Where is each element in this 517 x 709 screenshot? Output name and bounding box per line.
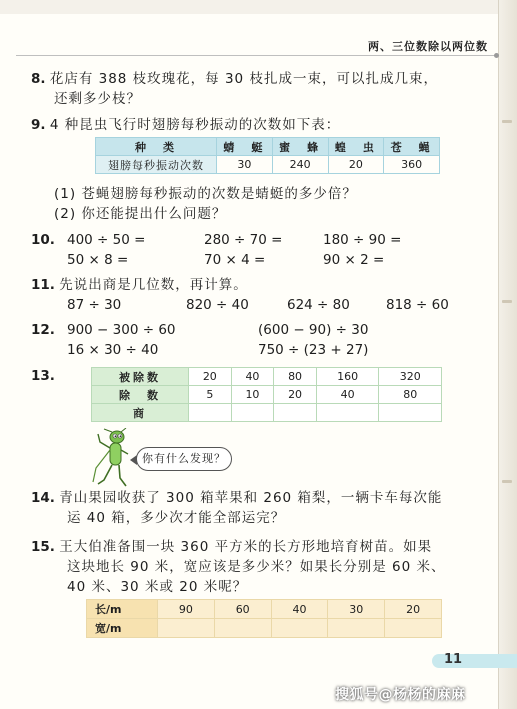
table-row bbox=[96, 156, 440, 174]
table-cell: 20 bbox=[274, 386, 317, 404]
q15-line2: 这块地长 90 米，宽应该是多少米？如果长分别是 60 米、 bbox=[67, 559, 446, 575]
answer-cell[interactable] bbox=[316, 404, 379, 422]
table-row-label: 翅膀每秒振动次数 bbox=[96, 156, 217, 174]
table-cell: 40 bbox=[271, 600, 328, 619]
q10-expr: 400 ÷ 50 = bbox=[67, 232, 146, 248]
table-cell: 20 bbox=[385, 600, 442, 619]
q8-line2: 还剩多少枝？ bbox=[54, 91, 141, 107]
q12-expr: 900 − 300 ÷ 60 bbox=[67, 322, 176, 338]
answer-cell[interactable] bbox=[189, 404, 232, 422]
q13-number: 13. bbox=[31, 368, 55, 384]
answer-cell[interactable] bbox=[379, 404, 442, 422]
rectangle-dimensions-table bbox=[86, 599, 442, 638]
header-dot bbox=[494, 53, 499, 58]
q11-text: 先说出商是几位数，再计算。 bbox=[59, 277, 248, 293]
q12-expr: (600 − 90) ÷ 30 bbox=[258, 322, 369, 338]
q9-sub1: (1) 苍蝇翅膀每秒振动的次数是蜻蜓的多少倍？ bbox=[54, 186, 357, 202]
q12-expr: 750 ÷ (23 + 27) bbox=[258, 342, 369, 358]
page-frame-top bbox=[0, 0, 517, 14]
table-row-label: 长/m bbox=[87, 600, 158, 619]
q10-expr: 50 × 8 = bbox=[67, 252, 129, 268]
page-frame-spine bbox=[498, 0, 517, 709]
answer-cell[interactable] bbox=[158, 619, 215, 638]
q15-line3: 40 米、30 米或 20 米呢？ bbox=[67, 579, 248, 595]
q14-line2: 运 40 箱，多少次才能全部运完？ bbox=[67, 510, 286, 526]
table-row-label: 被除数 bbox=[92, 368, 189, 386]
q8-number: 8. bbox=[31, 71, 46, 87]
q11 bbox=[31, 276, 248, 295]
q15 bbox=[31, 538, 432, 557]
table-header-cell: 种 类 bbox=[96, 138, 217, 156]
q10-expr: 180 ÷ 90 = bbox=[323, 232, 402, 248]
q12-expr: 16 × 30 ÷ 40 bbox=[67, 342, 159, 358]
table-header-cell: 蜻 蜓 bbox=[217, 138, 273, 156]
q14-line1: 青山果园收获了 300 箱苹果和 260 箱梨，一辆卡车每次能 bbox=[59, 490, 443, 506]
q15-line1: 王大伯准备围一块 360 平方米的长方形地培育树苗。如果 bbox=[59, 539, 433, 555]
division-table bbox=[91, 367, 442, 422]
table-row bbox=[96, 138, 440, 156]
q14-number: 14. bbox=[31, 490, 55, 506]
insect-wingbeat-table bbox=[95, 137, 440, 174]
table-cell: 80 bbox=[274, 368, 317, 386]
q10-expr: 70 × 4 = bbox=[204, 252, 266, 268]
q11-number: 11. bbox=[31, 277, 55, 293]
table-cell: 20 bbox=[328, 156, 384, 174]
page-number: 11 bbox=[444, 652, 463, 667]
table-cell: 5 bbox=[189, 386, 232, 404]
table-cell: 20 bbox=[189, 368, 232, 386]
spine-notch bbox=[502, 300, 512, 303]
table-row bbox=[92, 386, 442, 404]
q15-number: 15. bbox=[31, 539, 55, 555]
table-header-cell: 蜜 蜂 bbox=[272, 138, 328, 156]
table-cell: 40 bbox=[316, 386, 379, 404]
chapter-header: 两、三位数除以两位数 bbox=[368, 40, 488, 53]
table-row bbox=[87, 619, 442, 638]
q9 bbox=[31, 116, 340, 135]
table-row bbox=[92, 368, 442, 386]
answer-cell[interactable] bbox=[274, 404, 317, 422]
table-row-label: 商 bbox=[92, 404, 189, 422]
header-rule bbox=[16, 55, 499, 56]
watermark: 搜狐号@杨杨的麻麻 bbox=[335, 687, 466, 703]
answer-cell[interactable] bbox=[214, 619, 271, 638]
table-cell: 320 bbox=[379, 368, 442, 386]
table-row bbox=[92, 404, 442, 422]
table-header-cell: 苍 蝇 bbox=[384, 138, 440, 156]
q10-expr: 90 × 2 = bbox=[323, 252, 385, 268]
q11-expr: 624 ÷ 80 bbox=[287, 297, 350, 313]
speech-bubble: 你有什么发现？ bbox=[136, 447, 232, 471]
q8-line1: 花店有 388 枝玫瑰花，每 30 枝扎成一束，可以扎成几束， bbox=[49, 71, 438, 87]
q11-expr: 818 ÷ 60 bbox=[386, 297, 449, 313]
table-row bbox=[87, 600, 442, 619]
q10-number: 10. bbox=[31, 232, 55, 248]
answer-cell[interactable] bbox=[385, 619, 442, 638]
table-cell: 10 bbox=[231, 386, 274, 404]
table-cell: 30 bbox=[328, 600, 385, 619]
spine-notch bbox=[502, 480, 512, 483]
q11-expr: 87 ÷ 30 bbox=[67, 297, 122, 313]
answer-cell[interactable] bbox=[271, 619, 328, 638]
table-cell: 40 bbox=[231, 368, 274, 386]
answer-cell[interactable] bbox=[328, 619, 385, 638]
table-cell: 90 bbox=[158, 600, 215, 619]
q9-text: 4 种昆虫飞行时翅膀每秒振动的次数如下表： bbox=[49, 117, 341, 133]
q9-sub2: (2) 你还能提出什么问题？ bbox=[54, 206, 227, 222]
table-cell: 30 bbox=[217, 156, 273, 174]
q11-expr: 820 ÷ 40 bbox=[186, 297, 249, 313]
q10-expr: 280 ÷ 70 = bbox=[204, 232, 283, 248]
table-cell: 80 bbox=[379, 386, 442, 404]
spine-notch bbox=[502, 120, 512, 123]
q12-number: 12. bbox=[31, 322, 55, 338]
table-cell: 360 bbox=[384, 156, 440, 174]
answer-cell[interactable] bbox=[231, 404, 274, 422]
table-row-label: 除 数 bbox=[92, 386, 189, 404]
table-cell: 240 bbox=[272, 156, 328, 174]
table-cell: 60 bbox=[214, 600, 271, 619]
q14 bbox=[31, 489, 442, 508]
table-header-cell: 蝗 虫 bbox=[328, 138, 384, 156]
q9-number: 9. bbox=[31, 117, 46, 133]
grasshopper-mascot-icon bbox=[90, 428, 134, 488]
table-cell: 160 bbox=[316, 368, 379, 386]
q8 bbox=[31, 70, 438, 89]
table-row-label: 宽/m bbox=[87, 619, 158, 638]
